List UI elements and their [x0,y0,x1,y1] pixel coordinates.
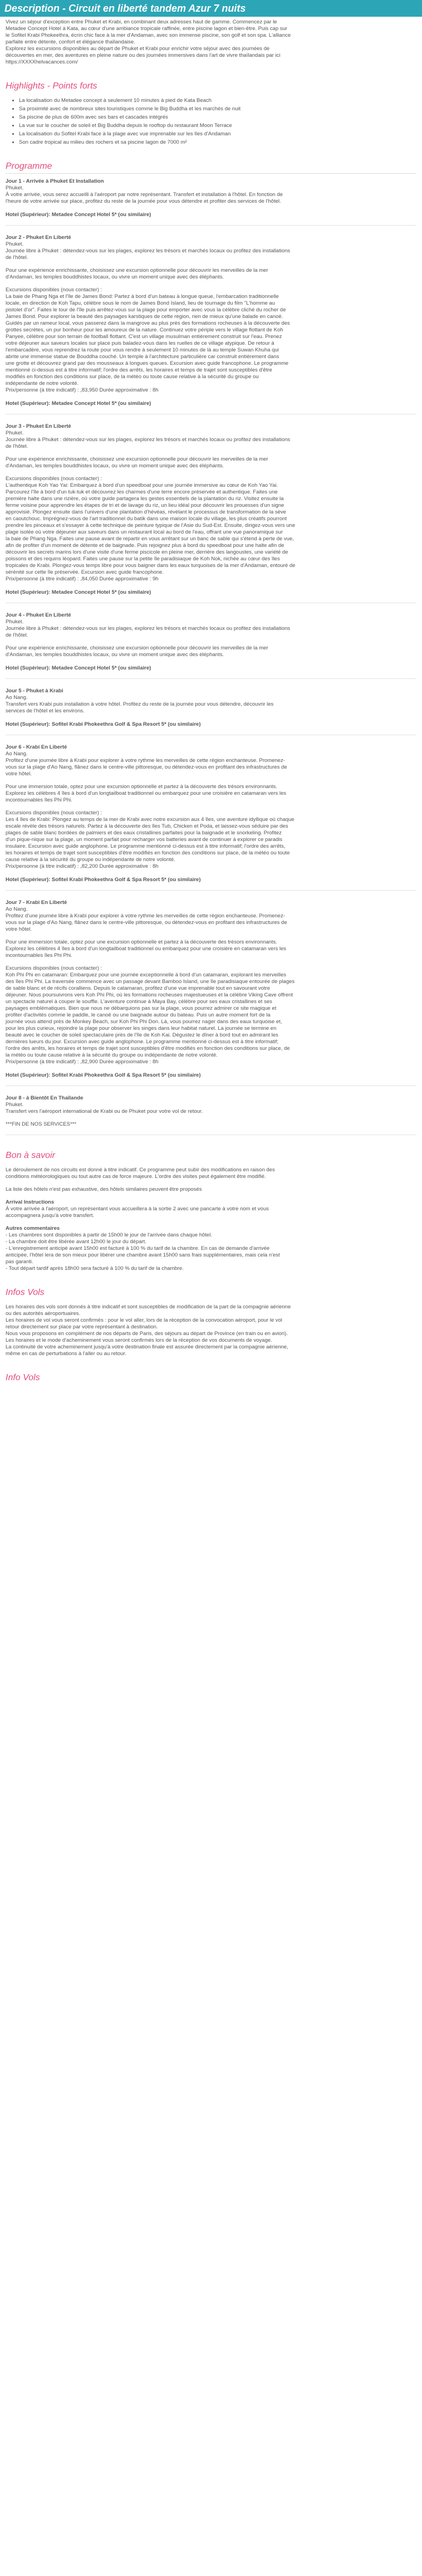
day-text-line: Journée libre à Phuket : détendez-vous sur les plages, explorez les trésors et marchés locaux ou profitez des installations [6,248,291,254]
other-comments-text [6,1232,416,1272]
day-text-line: À votre arrivée, vous serez accueilli à l'aéroport par notre représentant. Transfert et installation à l'hôtel. En fonction de [6,192,283,198]
day-text-line: afin de profiter d'un moment de détente et de baignade. Puis rejoignez plus à bord du speedboat pour une halte afin de [6,542,284,549]
day-title: Jour 7 - Krabi En Liberté [6,900,67,906]
day-title: Jour 2 - Phuket En Liberté [6,234,71,241]
day-title: Jour 3 - Phuket En Liberté [6,423,71,429]
paragraph-gap [6,804,416,810]
other-comment-line: - L'enregistrement anticipé avant 15h00 est facturé à 100 % du tarif de la chambre. En cas de demande d'arrivée [6,1245,270,1252]
other-comment-line: - Les chambres sont disponibles à partir de 15h00 le jour de l'arrivée dans chaque hôtel. [6,1232,212,1238]
highlights-heading: Highlights - Points forts [6,81,97,91]
day-text-line: Explorez les célèbres 4 îles à bord d'un longtailboat traditionnel ou embarquez pour une croisière en catamaran vers les [6,790,287,796]
day-text-line: de sable blanc et de récifs coralliens. Depuis le catamaran, profitez d'une vue imprenable tout en savourant votre [6,985,270,991]
day-hotel: Hotel (Supérieur): Sofitel Krabi Phokeethra Golf & Spa Resort 5* (ou similaire) [6,721,201,727]
info-vols-heading: Info Vols [6,1373,40,1382]
arrival-instructions-text [6,1206,416,1219]
day-block [6,423,416,603]
day-text-line: approvisié. Plongez ensuite dans l'univers d'une plantation d'hévéas, révélant le processus de transformation de la sève [6,509,286,515]
intro-line: le Sofitel Krabi Phokeethra, écrin chic face à la mer d'Andaman, avec son immense piscine, son golf et son spa. L'alliance [6,32,291,38]
page-title: Description - Circuit en liberté tandem Azur 7 nuits [0,0,422,17]
day-text-line: poissons et des requins léopard. Faites une pause sur la petite île paradisiaque de Koh Nok, nichée au cœur des îles [6,556,280,562]
paragraph-gap [6,450,416,456]
programme-heading: Programme [6,162,416,174]
intro-line: Explorez les excursions disponibles au départ de Phuket et Krabi pour enrichir votre séjour avec des journées de [6,46,270,52]
day-text-line: profiter d'activités comme le paddle, le canoë ou une baignade autour du bateau. Puis un autre moment fort de la [6,1012,271,1018]
day-text-line: sérénité sur cette île préservée. Excursion avec guide francophone. [6,569,164,575]
day-text-line: Pour une expérience enrichissante, choisissez une excursion optionnelle pour découvrir les merveilles de la mer [6,267,268,273]
bon-a-savoir-line: conditions météorologiques ou tout autre cas de force majeure. L'ordre des visites peut également être modifié. [6,1174,266,1180]
day-text-line: insulaire. Excursion avec guide anglophone. Le programme mentionné ci-dessus est à titre informatif; l'ordre des arrêts, [6,843,286,849]
day-block [6,688,416,735]
day-text-line: paysages emblématiques. Bien que nous ne débarquions pas sur la plage, vous pourrez admirer ce site magique et [6,1005,277,1011]
bon-a-savoir-text [6,1167,416,1180]
day-text-line: Prix/personne (à titre indicatif) : ,84,050 Durée approximative : 9h [6,576,159,582]
infos-vols-line: Les horaires des vols sont donnés à titre indicatif et sont susceptibles de modification de la part de la compagnie aérienne [6,1304,291,1310]
day-text-line: modifiés en fonction des conditions sur place, de la météo ou toute cause relative à la sécurité du groupe ou [6,374,259,380]
day-text-line: de l'hôtel. [6,632,28,638]
day-place: Ao Nang. [6,906,28,912]
highlights-list [6,97,416,146]
day-text-line: première halte dans une rizière, où votre guide partagera les gestes essentiels de la plantation du riz. Visitez ensuite la [6,496,284,502]
day-text-line: Excursions disponibles (nous contacter) : [6,476,102,482]
day-text-line: d'Andaman, les temples bouddhistes locaux, ou vivre un moment unique avec des éléphants. [6,274,224,280]
highlight-item: • La localisation du Sofitel Krabi face à la plage avec vue imprenable sur les îles d'Andaman [19,131,416,138]
highlight-item: • Son cadre tropical au milieu des rochers et sa piscine lagon de 7000 m² [19,139,416,146]
day-text-line: l'heure de votre arrivée sur place, profitez du reste de la journée pour vous détendre et profiter des services de l'hôtel. [6,198,281,204]
day-text-line: Prix/personne (à titre indicatif) : ,82,200 Durée approximative : 8h [6,863,159,869]
day-text-line: les horaires et temps de trajet sont susceptibles d'être modifiés en fonction des conditions sur place, de la météo ou toute [6,850,290,856]
infos-vols-line: La continuité de votre acheminement jusqu'à votre destination finale est assurée directement par la compagnie aérienne, [6,1344,288,1350]
day-place: Phuket. [6,1102,24,1108]
day-text-line: pour les plus curieux, rejoindre la plage pour observer les singes dans leur habitat naturel. La journée se termine en [6,1025,277,1032]
day-text-line: tropicales de Krabi. Plongez-vous temps libre pour vous baigner dans les eaux turquoises de la mer d'Andaman, entouré de [6,563,296,569]
day-title: Jour 8 - à Bientôt En Thaïlande [6,1095,84,1101]
day-title: Jour 6 - Krabi En Liberté [6,744,67,750]
day-hotel: Hotel (Supérieur): Metadee Concept Hotel 5* (ou similaire) [6,400,151,407]
day-place: Ao Nang. [6,751,28,757]
day-block [6,178,416,226]
day-text-line: Pour une immersion totale, optez pour une excursion optionnelle et partez à la découverte des trésors environnants. [6,939,277,945]
day-text-line: votre déjeuner aux saveurs locales sur place puis baladez-vous dans les ruelles de ce village atypique. De retour à [6,340,274,346]
programme-days [6,178,416,1135]
paragraph-gap [6,470,416,476]
day-text-line: des îles Phi Phi. La traversée commence avec un passage devant Bamboo Island, une île paradisiaque entourée de plages [6,979,295,985]
day-text-line: Koh Phi Phi en catamaran: Embarquez pour une journée exceptionnelle à bord d'un catamaran, explorant les merveilles [6,972,287,978]
other-comment-line: anticipée, l'hôtel lera de son mieux pour libérer une chambre avant 15h00 sans frais supplémentaires, mais cela n'est [6,1252,280,1258]
day-text-line: grottes secrètes, un pur bonheur pour les amoureux de la nature. Continuez votre périple vers le village flottant de Koh [6,327,283,333]
day-text-line: Transfert vers l'aéroport international de Krabi ou de Phuket pour votre vol de retour. [6,1108,203,1115]
day-place: Phuket. [6,241,24,247]
day-text-line: locale, en direction de Koh Tapu, célèbre sous le nom de James Bond Island, lieu de tournage du film "L'homme au [6,300,275,306]
day-place: Phuket. [6,185,24,191]
day-text-line: beauté avec le coucher de soleil spectaculaire près de l'île de Koh Kai. Dégustez le dîner à bord tout en admirant les [6,1032,278,1038]
highlight-item: • La localisation du Metadee concept à seulement 10 minutes à pied de Kata Beach [19,97,416,104]
paragraph-gap [6,639,416,645]
day-text-line: plage isolée où votre déjeuner aux saveurs dans un restaurant local au bord de l'eau, offrant une vue panoramique sur [6,529,283,535]
highlight-item: • Sa proximité avec de nombreux sites touristiques comme le Big Buddha et les marchés de nuit [19,106,416,113]
day-title: Jour 4 - Phuket En Liberté [6,612,71,618]
arrival-line: À votre arrivée à l'aéroport, un représentant vous accueillera à la sortie 2 avec une pancarte à votre nom et vous [6,1206,269,1212]
highlight-item: • Sa piscine de plus de 600m avec ses bars et cascades intégrés [19,114,416,121]
day-text-line: Excursions disponibles (nous contacter) : [6,965,102,971]
day-text-line: d'un pique-nique sur la plage, un moment parfait pour recharger vos batteries avant de continuer à explorer ce paradis [6,837,283,843]
day-text-line: abrite une immense statue de Bouddha couché. Un temple à l'architecture particulière car construit entièrement dans [6,354,279,360]
other-comment-line: - Tout départ tardif après 18h00 sera facturé à 100 % du tarif de la chambre. [6,1265,184,1272]
paragraph-gap [6,281,416,287]
day-text-line: Prix/personne (à titre indicatif) : ,82,900 Durée approximative : 8h [6,1059,159,1065]
day-text-line: la météo ou toute cause relative à la sécurité du groupe ou indépendante de notre volonté. [6,1052,218,1058]
day-hotel: Hotel (Supérieur): Metadee Concept Hotel 5* (ou similaire) [6,589,151,595]
day-block [6,744,416,891]
day-hotel: Hotel (Supérieur): Metadee Concept Hotel 5* (ou similaire) [6,212,151,218]
infos-vols-line: Les horaires de vol vous seront confirmés : pour le vol aller, lors de la réception de la convocation aéroport, pour le vol [6,1317,282,1323]
other-comment-line: - La chambre doit être libérée avant 12h00 le jour du départ. [6,1239,146,1245]
bon-a-savoir-heading: Bon à savoir [6,1151,55,1160]
day-place: Phuket. [6,619,24,625]
day-text-line: L'authentique Koh Yao Yai: Embarquez à bord d'un speedboat pour une journée immersive au cœur de Koh Yao Yai. [6,482,278,488]
day-place: Ao Nang. [6,695,28,701]
day-text-line: Profitez d'une journée libre à Krabi pour explorer à votre rythme les merveilles de cette région enchanteuse. Promenez- [6,757,285,764]
day-text-line: incontournables îles Phi Phi. [6,952,72,959]
day-text-line: Excursions disponibles (nous contacter) : [6,810,102,816]
day-text-line: une grotte et découvrez grand par des mousseaux à longues queues. Excursion avec guide francophone. Le programme [6,360,289,366]
day-text-line: prendre les pinceaux et s'essayer à cette technique de peinture typique de l'Asie du Sud-Est. Ensuite, dirigez-vous vers une [6,522,296,529]
day-hotel: Hotel (Supérieur): Sofitel Krabi Phokeethra Golf & Spa Resort 5* (ou similaire) [6,1072,201,1078]
day-text-line: La baie de Phang Nga et l'île de James Bond: Partez à bord d'un bateau à longue queue, l'embarcation traditionnelle [6,294,279,300]
day-text-line: journée vous attend près de Monkey Beach, sur Koh Phi Phi Don. Là, vous pourrez nager dans des eaux turquoise et, [6,1019,282,1025]
paragraph-gap [6,778,416,784]
day-text-line: indépendante de notre volonté. [6,380,78,387]
day-text-line: Pour une immersion totale, optez pour une excursion optionnelle et partez à la découverte des trésors environnants. [6,784,277,790]
day-text-line: vous sur la plage d'Ao Nang, flânez dans le centre-ville pittoresque, ou détendez-vous en profitant des infrastructures de [6,764,287,770]
day-text-line: Parcourez l'île à bord d'un tuk-tuk et découvrez les charmes d'une terre encore préservée et authentique. Faites une [6,489,278,495]
day-text-line: Les 4 îles de Krabi: Plongez au temps de la mer de Krabi avec notre excursion aux 4 îles, une aventure idyllique où chaque [6,817,295,823]
hotel-list-note: La liste des hôtels n'est pas exhaustive, des hôtels similaires peuvent être proposés [6,1186,202,1192]
day-text-line: de l'hôtel. [6,443,28,449]
day-text-line: cause relative à la sécurité du groupe ou indépendante de notre volonté. [6,857,175,863]
day-block [6,900,416,1086]
day-text-line: Excursions disponibles (nous contacter) : [6,287,102,293]
day-text-line: en caoutchouc. Imprégnez-vous de l'art traditionnel du batik dans une maison locale du village, les plus créatifs pourront [6,516,287,522]
day-text-line: votre hôtel. [6,926,32,932]
day-block [6,234,416,414]
day-text-line: découvrir les secrets marins lors d'une visite d'une ferme piscicole en pleine mer, derrière des langoustes, une variété de [6,549,288,555]
infos-vols-line: même en cas de perturbations à l'aller ou au retour. [6,1351,126,1357]
other-comment-line: pas garanti. [6,1259,33,1265]
day-text-line: Transfert vers Krabi puis installation à votre hôtel. Profitez du reste de la journée pour vous détendre, découvrir les [6,701,274,707]
day-text-line: plages de sable blanc bordées de palmiers et des eaux cristallines parfaites pour la baignade et le snorkeling. Profitez [6,830,282,836]
day-text-line: la baie de Phang Nga. Faites une pause avant de repartir en vous arrêtant sur un banc de sable qui s'étend à perte de vue, [6,536,294,542]
arrival-line: accompagnera jusqu'à votre transfert. [6,1213,95,1219]
day-text-line: dernières lueurs du jour. Excursion avec guide anglophone. Le programme mentionné ci-dessus est à titre informatif; [6,1039,279,1045]
day-text-line: déjeuner. Nous poursuivrons vers Koh Phi Phi, où les formations rocheuses majestueuses et la célèbre Viking Cave offrent [6,992,293,998]
day-place: Phuket. [6,430,24,436]
intro-line: parfaite entre détente, confort et élégance thaïlandaise. [6,39,135,45]
day-text-line: l'ordre des arrêts, les horaires et temps de trajet sont susceptibles d'être modifiés en fonction des conditions sur place, de [6,1045,290,1052]
day-text-line: de l'hôtel. [6,255,28,261]
infos-vols-line: Les horaires et le mode d'acheminement vous seront confirmés lors de la réception de vos documents de voyage. [6,1337,272,1343]
day-text-line: Panyee, célèbre pour son terrain de football flottant. C'est un village musulman entièrement construit sur l'eau. Prenez [6,334,282,340]
bon-a-savoir [6,1167,416,1272]
day-text-line: d'Andaman, les temples bouddhistes locaux, ou vivre un moment unique avec des éléphants. [6,463,224,469]
day-block [6,1095,416,1135]
highlight-item: • La vue sur le coucher de soleil et Big Buddha depuis le rooftop du restaurant Moon Terrace [19,123,416,129]
day-text-line: vous sur la plage d'Ao Nang, flânez dans le centre-ville pittoresque, ou détendez-vous en profitant des infrastructures de [6,920,287,926]
day-text-line: James Bond. Pour explorer la beauté des paysages karstiques de cette région, rien de mieux qu'une balade en canoë. [6,314,283,320]
paragraph-gap [6,933,416,939]
infos-vols-line: retour directement sur place par votre représentant à destination. [6,1324,158,1330]
intro-line: découvertes en mer, des aventures en pleine nature ou des journées immersives dans l'art de vivre thaïlandais par ici [6,52,281,58]
day-text-line: Explorez les célèbres 4 îles à bord d'un longtailboat traditionnel ou embarquez pour une croisière en catamaran vers les [6,946,287,952]
day-text-line: Pour une expérience enrichissante, choisissez une excursion optionnelle pour découvrir les merveilles de la mer [6,645,268,651]
bon-a-savoir-line: Le déroulement de nos circuits est donné à titre indicatif. Ce programme peut subir des modifications en raison des [6,1167,275,1173]
infos-vols-line: Nous vous proposons en complément de nos départs de Paris, des séjours au départ de Province (en train ou en avion). [6,1331,288,1337]
day-title: Jour 1 - Arrivée à Phuket Et Installation [6,178,104,184]
day-text-line: escale révèle des trésors naturels. Partez à la découverte des îles Tub, Chicken et Poda, et laissez-vous séduire par des [6,823,288,829]
arrival-instructions-title: Arrival Instructions [6,1199,55,1205]
day-text-line: Journée libre à Phuket : détendez-vous sur les plages, explorez les trésors et marchés locaux ou profitez des installations [6,625,291,632]
paragraph-gap [6,1115,416,1121]
intro-line: https://XXXXhelvacances.com/ [6,59,78,65]
day-text-line: d'Andaman, les temples bouddhistes locaux, ou vivre un moment unique avec des éléphants. [6,652,224,658]
day-text-line: pistolet d'or". Faites le tour de l'île puis arrêtez-vous sur la plage pour emporter avec vous la célèbre cliché du rocher de [6,307,286,313]
paragraph-gap [6,261,416,267]
day-text-line: ferme voisine pour apprendre les étapes de tri et de lavage du riz, un lieu idéal pour découvrir les prouesses d'un signe [6,502,284,509]
day-text-line: votre hôtel. [6,771,32,777]
day-text-line: mentionné ci-dessus est à titre informatif; l'ordre des arrêts, les horaires et temps de trajet sont susceptibles d'être [6,367,272,373]
day-text-line: Prix/personne (à titre indicatif) : ,83,950 Durée approximative : 8h [6,387,159,393]
day-text-line: Pour une expérience enrichissante, choisissez une excursion optionnelle pour découvrir les merveilles de la mer [6,456,268,462]
other-comments-title: Autres commentaires [6,1225,60,1231]
day-hotel: Hotel (Supérieur): Sofitel Krabi Phokeethra Golf & Spa Resort 5* (ou similaire) [6,877,201,883]
infos-vols-line: ou des autorités aéroportuaires. [6,1311,81,1317]
infos-vols-text [6,1304,416,1357]
day-hotel: Hotel (Supérieur): Metadee Concept Hotel 5* (ou similaire) [6,665,151,671]
day-text-line: services de l'hôtel et les environs. [6,708,85,714]
day-text-line: incontournables îles Phi Phi. [6,797,72,803]
intro-line: Vivez un séjour d'exception entre Phuket et Krabi, en combinant deux adresses haut de gamme. Commencez par le [6,19,277,25]
infos-vols-heading: Infos Vols [6,1288,45,1297]
day-title: Jour 5 - Phuket à Krabi [6,688,63,694]
day-text-line: Journée libre à Phuket : détendez-vous sur les plages, explorez les trésors et marchés locaux ou profitez des installations [6,437,291,443]
intro-text [6,19,416,66]
day-text-line: Profitez d'une journée libre à Krabi pour explorer à votre rythme les merveilles de cette région enchanteuse. Promenez- [6,913,285,919]
content [0,19,422,1385]
day-text-line: l'embarcadère, vous reprendrez la route pour vous rendre à seulement 10 minutes de là au temple Suwan Khuha qui [6,347,279,353]
day-text-line: Guidés par un rameur local, vous passerez dans la mangrove au plus près des formations rocheuses à la découverte des [6,320,290,326]
day-block [6,612,416,679]
paragraph-gap [6,959,416,965]
day-text-line: un spectacle naturel à couper le souffle. L'aventure continue à Maya Bay, célèbre pour ses eaux cristallines et ses [6,999,272,1005]
day-text-line: ***FIN DE NOS SERVICES*** [6,1121,77,1127]
intro-line: Metadee Concept Hotel à Kata, au cœur d'une ambiance tropicale raffinée, entre piscine lagon et bien-être. Puis cap sur [6,26,287,32]
